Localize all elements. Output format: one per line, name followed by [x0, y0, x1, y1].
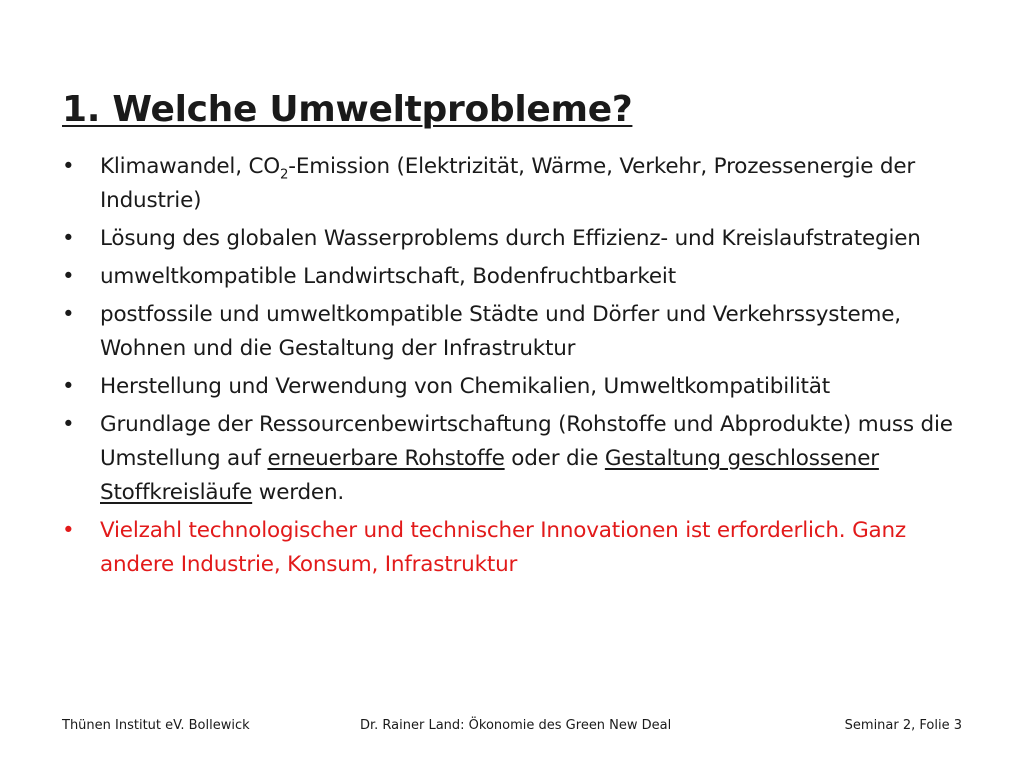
bullet-text: -Emission (Elektrizität, Wärme, Verkehr, Prozessenergie der Industrie) [100, 154, 916, 213]
bullet-text: oder die [504, 446, 605, 471]
bullet-dot-icon: • [62, 412, 75, 437]
bullet-text: Vielzahl technologischer und technischer Innovationen ist erforderlich. Ganz andere Industrie, Konsum, Infrastruktur [100, 518, 907, 577]
footer-author-title: Dr. Rainer Land: Ökonomie des Green New Deal [360, 718, 672, 733]
footer-slide-number: Seminar 2, Folie 3 [844, 718, 962, 733]
bullet-text: Klimawandel, CO [100, 154, 281, 179]
bullet-item [62, 298, 962, 366]
bullet-item [62, 408, 962, 510]
bullet-text: Lösung des globalen Wasserproblems durch Effizienz- und Kreislaufstrategien [100, 226, 921, 251]
bullet-item [62, 150, 962, 218]
bullet-dot-icon: • [62, 264, 75, 289]
footer-institute: Thünen Institut eV. Bollewick [62, 718, 250, 733]
underlined-text: Gestaltung geschlossener Stoffkreisläufe [100, 446, 879, 505]
subscript-text: 2 [280, 167, 289, 183]
bullet-dot-icon: • [62, 226, 75, 251]
bullet-dot-icon: • [62, 154, 75, 179]
bullet-item [62, 514, 962, 582]
bullet-item [62, 370, 962, 404]
bullet-text: Herstellung und Verwendung von Chemikalien, Umweltkompatibilität [100, 374, 830, 399]
slide-title: 1. Welche Umweltprobleme? [62, 89, 633, 131]
bullet-dot-icon: • [62, 302, 75, 327]
bullet-item [62, 222, 962, 256]
bullet-dot-icon: • [62, 374, 75, 399]
bullet-text: werden. [252, 480, 345, 505]
underlined-text: erneuerbare Rohstoffe [267, 446, 505, 471]
bullet-text: Grundlage der Ressourcenbewirtschaftung (Rohstoffe und Abprodukte) muss die Umstellung auf [100, 412, 953, 471]
bullet-text: umweltkompatible Landwirtschaft, Bodenfruchtbarkeit [100, 264, 676, 289]
bullet-text: postfossile und umweltkompatible Städte und Dörfer und Verkehrssysteme, Wohnen und die Gestaltung der Infrastruktur [100, 302, 901, 361]
bullet-item [62, 260, 962, 294]
bullet-dot-icon: • [62, 518, 75, 543]
bullet-list [62, 150, 962, 586]
